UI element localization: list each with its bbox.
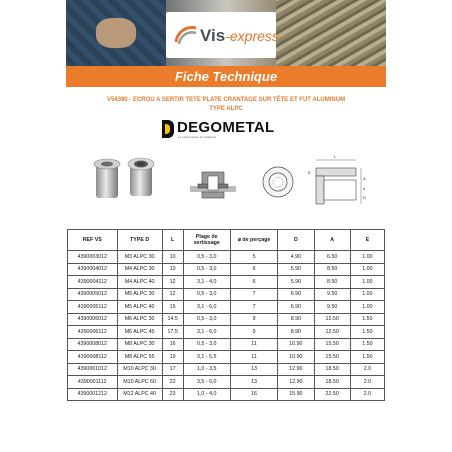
table-cell: 4390004012 [68, 263, 118, 276]
table-cell: 12 [162, 288, 183, 301]
table-cell: M8 ALPC 30 [117, 338, 162, 351]
table-cell: 6.50 [314, 251, 350, 264]
table-cell: 8.90 [278, 313, 314, 326]
table-cell: 4.90 [278, 251, 314, 264]
table-cell: 13 [230, 363, 277, 376]
table-cell: 10.90 [278, 338, 314, 351]
top-view-diagram [256, 150, 301, 215]
table-cell: M3 ALPC 30 [117, 251, 162, 264]
table-row [68, 301, 385, 314]
table-cell: 16 [162, 338, 183, 351]
table-cell: 17 [162, 363, 183, 376]
table-row [68, 388, 385, 401]
table-cell: 14.5 [162, 313, 183, 326]
table-cell: 2.0 [350, 388, 384, 401]
table-cell: 4390006112 [68, 326, 118, 339]
rivet-nut-photo [88, 150, 168, 215]
table-cell: 1.50 [350, 338, 384, 351]
table-cell: 16 [230, 388, 277, 401]
table-cell: 15.90 [278, 388, 314, 401]
table-cell: M10 ALPC 60 [117, 376, 162, 389]
table-cell: 6.90 [278, 288, 314, 301]
table-cell: 1.00 [350, 251, 384, 264]
table-cell: 3,1 - 6,0 [183, 326, 230, 339]
table-cell: M8 ALPC 55 [117, 351, 162, 364]
table-cell: M6 ALPC 30 [117, 313, 162, 326]
table-cell: 1,0 - 4,0 [183, 388, 230, 401]
table-cell: 18.50 [314, 363, 350, 376]
table-cell: 15 [162, 301, 183, 314]
table-row [68, 376, 385, 389]
table-cell: 10 [162, 263, 183, 276]
table-cell: 4390005112 [68, 301, 118, 314]
table-cell: 13 [230, 376, 277, 389]
table-cell: 9.50 [314, 301, 350, 314]
table-cell: 12.50 [314, 326, 350, 339]
table-row [68, 251, 385, 264]
product-title-line2: TYPE ALPC [209, 106, 243, 112]
table-cell: 12.90 [278, 363, 314, 376]
table-cell: 12.50 [314, 313, 350, 326]
table-cell: 23 [162, 388, 183, 401]
table-cell: 5 [230, 251, 277, 264]
section-view-diagram [188, 150, 238, 215]
header-percage: ⌀ de perçage [230, 230, 277, 251]
table-cell: 0,5 - 3,0 [183, 288, 230, 301]
swoosh-icon [174, 22, 198, 46]
table-cell: 3,5 - 6,0 [183, 376, 230, 389]
table-cell: 2.0 [350, 376, 384, 389]
table-cell: 1.00 [350, 301, 384, 314]
table-cell: 9.50 [314, 288, 350, 301]
table-cell: 4390001112 [68, 376, 118, 389]
brand-name: DEGOMETAL [177, 119, 275, 136]
header-ref: REF VS [68, 230, 118, 251]
table-cell: 4390004112 [68, 276, 118, 289]
table-cell: 8.50 [314, 276, 350, 289]
table-cell: 4390006012 [68, 313, 118, 326]
logo-suffix: -express [225, 28, 279, 44]
dim-d-label: d [363, 186, 366, 191]
table-cell: 15.50 [314, 351, 350, 364]
table-cell: 8.90 [278, 326, 314, 339]
table-cell: 22 [162, 376, 183, 389]
table-row [68, 351, 385, 364]
table-cell: 15.50 [314, 338, 350, 351]
table-cell: 10.90 [278, 351, 314, 364]
table-cell: 11 [230, 338, 277, 351]
table-cell: M10 ALPC 30 [117, 363, 162, 376]
table-row [68, 313, 385, 326]
table-row [68, 276, 385, 289]
table-cell: 0,5 - 3,0 [183, 251, 230, 264]
degometal-logo [162, 119, 290, 141]
header-l: L [162, 230, 183, 251]
table-cell: 5.90 [278, 263, 314, 276]
table-cell: 12.90 [278, 376, 314, 389]
table-cell: 3,1 - 6,0 [183, 301, 230, 314]
table-cell: 3,1 - 5,5 [183, 351, 230, 364]
header-type: TYPE D [117, 230, 162, 251]
dim-D-label: D [363, 195, 366, 200]
table-cell: 6 [230, 263, 277, 276]
table-cell: 17.5 [162, 326, 183, 339]
table-cell: M4 ALPC 30 [117, 263, 162, 276]
table-cell: 18.50 [314, 376, 350, 389]
table-cell: 7 [230, 301, 277, 314]
table-cell: 7 [230, 288, 277, 301]
table-cell: 0,5 - 3,0 [183, 338, 230, 351]
header-a: A [314, 230, 350, 251]
product-title-line1: V54390 - ECROU A SERTIR TETE PLATE CRANTAGE SUR TÊTE ET FUT ALUMINUM [106, 97, 346, 103]
table-cell: 4390003012 [68, 251, 118, 264]
tools-photo [66, 0, 166, 70]
dim-E-label: E [308, 170, 311, 175]
table-row [68, 326, 385, 339]
fiche-technique-banner: Fiche Technique [66, 66, 386, 87]
table-cell: 0,5 - 3,0 [183, 263, 230, 276]
table-cell: 4390001212 [68, 388, 118, 401]
table-cell: M12 ALPC 40 [117, 388, 162, 401]
product-title [66, 96, 386, 114]
table-cell: 4390001012 [68, 363, 118, 376]
header-d: D [278, 230, 314, 251]
dim-A-label: A [363, 176, 366, 181]
table-cell: 3,1 - 4,0 [183, 276, 230, 289]
dimension-drawing [306, 150, 368, 215]
table-cell: 1.00 [350, 276, 384, 289]
table-cell: M5 ALPC 40 [117, 301, 162, 314]
table-cell: 11 [230, 351, 277, 364]
table-cell: 10 [162, 251, 183, 264]
table-cell: 1.50 [350, 313, 384, 326]
table-cell: M6 ALPC 45 [117, 326, 162, 339]
table-cell: 4390008112 [68, 351, 118, 364]
logo-brand: Vis [200, 26, 226, 45]
table-header-row [68, 230, 385, 251]
brand-tagline: La performance au Fixations [178, 135, 217, 139]
table-cell: 1,0 - 3,5 [183, 363, 230, 376]
table-cell: 4390005012 [68, 288, 118, 301]
header-e: E [350, 230, 384, 251]
table-cell: 2.0 [350, 363, 384, 376]
product-figures [88, 150, 368, 215]
table-cell: 6.90 [278, 301, 314, 314]
screws-photo [276, 0, 386, 70]
table-cell: M5 ALPC 30 [117, 288, 162, 301]
table-cell: 9 [230, 313, 277, 326]
vis-express-logo [166, 12, 279, 58]
table-cell: 19 [162, 351, 183, 364]
table-cell: 5.90 [278, 276, 314, 289]
table-cell: 8.50 [314, 263, 350, 276]
header-plage: Plage de sertissage [183, 230, 230, 251]
table-cell: 1.50 [350, 326, 384, 339]
table-cell: 9 [230, 326, 277, 339]
table-row [68, 263, 385, 276]
table-cell: 1.00 [350, 288, 384, 301]
table-body [68, 251, 385, 401]
logo-text [200, 26, 279, 46]
table-row [68, 363, 385, 376]
table-cell: 22.50 [314, 388, 350, 401]
table-cell: 4390008012 [68, 338, 118, 351]
header-banner [66, 0, 386, 70]
table-row [68, 288, 385, 301]
dim-L-label: L [334, 154, 337, 159]
table-cell: 1.50 [350, 351, 384, 364]
table-cell: 0,5 - 3,0 [183, 313, 230, 326]
specs-table [67, 229, 385, 401]
degometal-mark-icon [162, 120, 174, 138]
table-row [68, 338, 385, 351]
table-cell: M4 ALPC 40 [117, 276, 162, 289]
table-cell: 6 [230, 276, 277, 289]
table-cell: 1.00 [350, 263, 384, 276]
table-cell: 12 [162, 276, 183, 289]
